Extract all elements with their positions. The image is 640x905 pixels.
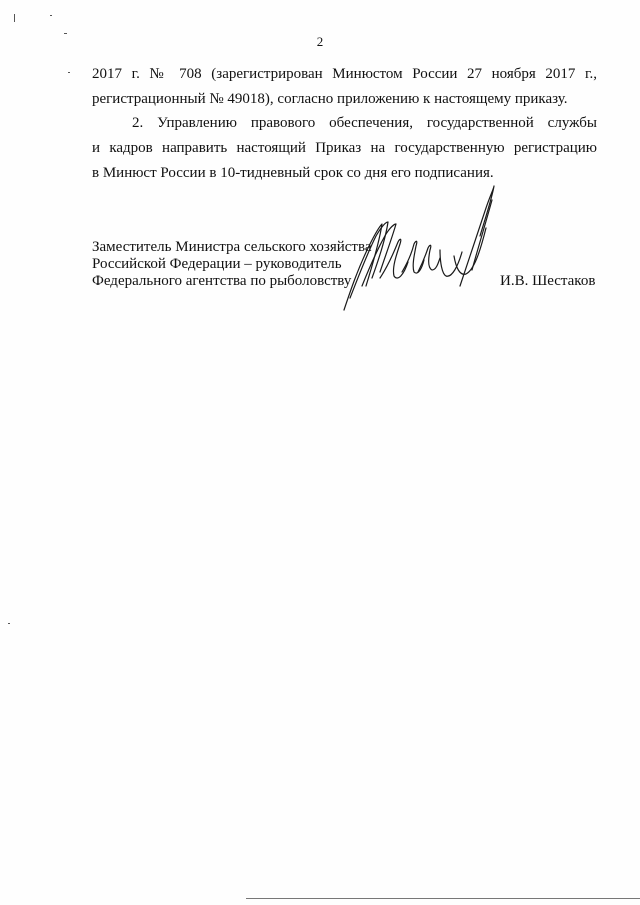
page-number: 2 xyxy=(316,34,324,49)
signatory-position-line: Заместитель Министра сельского хозяйства xyxy=(92,239,372,255)
signatory-name: И.В. Шестаков xyxy=(500,273,596,289)
paragraph-line: 2017 г. № 708 (зарегистрирован Минюстом России 27 ноября 2017 г., xyxy=(92,66,597,82)
scan-speck xyxy=(68,72,70,73)
scan-speck xyxy=(64,33,67,34)
signatory-position xyxy=(92,239,372,290)
scan-speck xyxy=(14,14,15,22)
paragraph-line: и кадров направить настоящий Приказ на государственную регистрацию xyxy=(92,140,597,156)
paragraph-line: в Минюст России в 10-тидневный срок со дня его подписания. xyxy=(92,165,494,181)
paragraph-line: 2. Управлению правового обеспечения, государственной службы xyxy=(132,115,597,131)
scan-speck xyxy=(50,15,52,16)
scan-edge-line xyxy=(246,898,640,899)
paragraph-item-2 xyxy=(92,111,597,186)
signatory-position-line: Российской Федерации – руководитель xyxy=(92,256,342,272)
paragraph-line: регистрационный № 49018), согласно приложению к настоящему приказу. xyxy=(92,91,568,107)
paragraph-continuation xyxy=(92,62,597,112)
signatory-position-line: Федерального агентства по рыболовству xyxy=(92,273,352,289)
scan-speck xyxy=(8,623,10,624)
handwritten-signature xyxy=(336,182,496,314)
